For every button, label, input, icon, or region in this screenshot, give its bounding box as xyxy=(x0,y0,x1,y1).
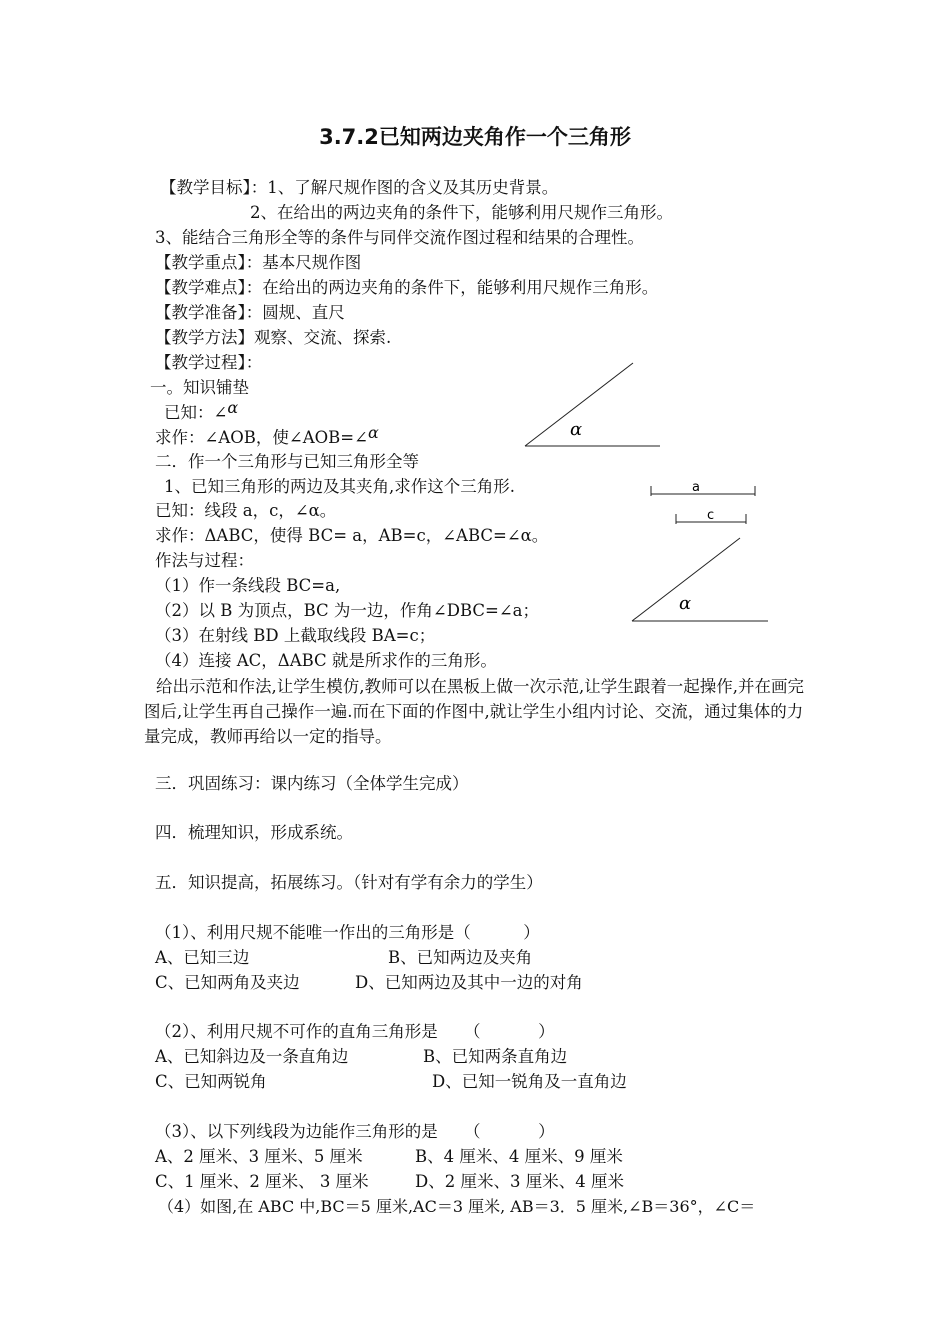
alpha-symbol-2: α xyxy=(367,423,379,442)
page-title: 3.7.2已知两边夹角作一个三角形 xyxy=(319,125,631,149)
question-3-option-c: C、1 厘米、2 厘米、 3 厘米 xyxy=(155,1172,369,1191)
known-segments: 已知：线段 a，c，∠α。 xyxy=(155,501,337,520)
question-3-option-a: A、2 厘米、3 厘米、5 厘米 xyxy=(155,1147,363,1166)
teaching-process: 【教学过程】： xyxy=(155,353,263,372)
angle-figure-1 xyxy=(525,363,660,446)
question-2-option-b: B、已知两条直角边 xyxy=(423,1047,568,1066)
teaching-method: 【教学方法】观察、交流、探索. xyxy=(155,328,392,347)
section-2-problem: 1、已知三角形的两边及其夹角,求作这个三角形. xyxy=(164,477,515,496)
question-1-option-c: C、已知两角及夹边 xyxy=(155,973,300,992)
question-2: （2）、利用尺规不可作的直角三角形是 （ ） xyxy=(155,1022,555,1041)
segment-a-figure xyxy=(651,480,755,496)
question-3-option-b: B、4 厘米、4 厘米、9 厘米 xyxy=(415,1147,623,1166)
steps-title: 作法与过程： xyxy=(155,551,254,570)
step-3: （3）在射线 BD 上截取线段 BA=c； xyxy=(155,626,436,645)
angle-2-label: α xyxy=(679,593,692,614)
difficult-point: 【教学难点】：在给出的两边夹角的条件下，能够利用尺规作三角形。 xyxy=(155,278,659,297)
alpha-symbol: α xyxy=(227,398,239,417)
step-1: （1）作一条线段 BC=a, xyxy=(155,576,341,595)
construct-triangle: 求作：ΔABC，使得 BC= a，AB=c，∠ABC=∠α。 xyxy=(155,526,549,545)
question-3-option-d: D、2 厘米、3 厘米、4 厘米 xyxy=(415,1172,624,1191)
step-2: （2）以 B 为顶点，BC 为一边，作角∠DBC=∠a； xyxy=(155,601,540,620)
question-1-option-a: A、已知三边 xyxy=(155,948,250,967)
section-4-heading: 四．梳理知识，形成系统。 xyxy=(155,823,353,842)
angle-1-label: α xyxy=(570,419,583,440)
section-2-heading: 二．作一个三角形与已知三角形全等 xyxy=(155,452,419,471)
question-3: （3）、以下列线段为边能作三角形的是 （ ） xyxy=(155,1122,555,1141)
preparation: 【教学准备】：圆规、直尺 xyxy=(155,303,345,322)
goal-2: 2、在给出的两边夹角的条件下，能够利用尺规作三角形。 xyxy=(250,203,673,222)
question-2-option-d: D、已知一锐角及一直角边 xyxy=(432,1072,627,1091)
segment-c-label: c xyxy=(707,508,715,523)
step-4: （4）连接 AC，ΔABC 就是所求作的三角形。 xyxy=(155,651,497,670)
segment-a-label: a xyxy=(692,480,700,495)
teaching-paragraph: 给出示范和作法,让学生模仿,教师可以在黑板上做一次示范,让学生跟着一起操作,并在画完图后,让学生再自己操作一遍.而在下面的作图中,就让学生小组内讨论、交流，通过集体的力量完成，教师再给以一定的指导。 xyxy=(144,677,804,746)
segment-c-figure xyxy=(676,508,746,524)
construct-angle-text: 求作：∠AOB，使∠AOB=∠ xyxy=(155,428,368,447)
question-1: （1）、利用尺规不能唯一作出的三角形是（ ） xyxy=(155,923,540,942)
goal-3: 3、能结合三角形全等的条件与同伴交流作图过程和结果的合理性。 xyxy=(155,228,644,247)
section-5-heading: 五．知识提高，拓展练习。（针对有学有余力的学生） xyxy=(155,873,543,892)
known-angle-text: 已知：∠ xyxy=(164,403,228,422)
question-1-option-b: B、已知两边及夹角 xyxy=(388,948,533,967)
key-point: 【教学重点】：基本尺规作图 xyxy=(155,253,362,272)
section-1-heading: 一。知识铺垫 xyxy=(150,378,249,397)
question-1-option-d: D、已知两边及其中一边的对角 xyxy=(355,973,583,992)
angle-figure-2 xyxy=(632,538,768,621)
section-3-heading: 三．巩固练习：课内练习（全体学生完成） xyxy=(155,774,469,793)
goal-1: 【教学目标】：1、了解尺规作图的含义及其历史背景。 xyxy=(160,178,559,197)
question-4: （4）如图,在 ABC 中,BC＝5 厘米,AC＝3 厘米, AB＝3．5 厘米,∠B＝36°，∠C＝ xyxy=(158,1197,756,1216)
question-2-option-c: C、已知两锐角 xyxy=(155,1072,267,1091)
question-2-option-a: A、已知斜边及一条直角边 xyxy=(155,1047,349,1066)
